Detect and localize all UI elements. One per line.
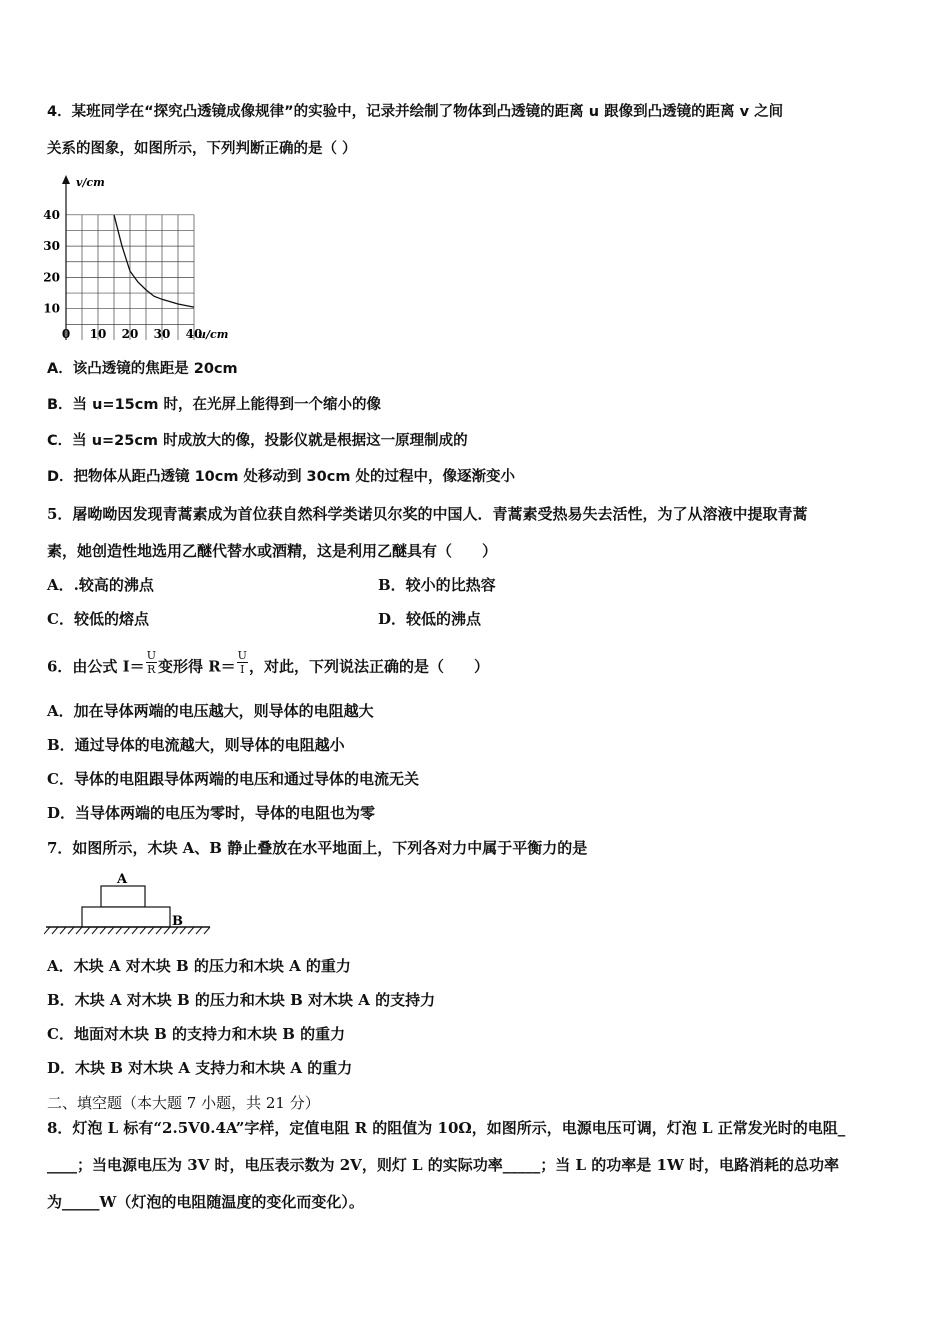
x-tick-label: 30 — [153, 327, 171, 341]
q5-stem-line2: 素，她创造性地选用乙醚代替水或酒精，这是利用乙醚具有（ ） — [47, 542, 498, 560]
q8-line3: 为_____W（灯泡的电阻随温度的变化而变化）。 — [47, 1193, 364, 1211]
y-axis-arrow — [62, 175, 70, 184]
q5-stem-line1: 5．屠呦呦因发现青蒿素成为首位获自然科学类诺贝尔奖的中国人．青蒿素受热易失去活性，为了从溶液中提取青蒿 — [47, 505, 808, 523]
y-tick-label: 30 — [43, 239, 60, 254]
chart-grid — [66, 215, 194, 340]
q7-stem: 7．如图所示，木块 A、B 静止叠放在水平地面上，下列各对力中属于平衡力的是 — [47, 839, 588, 857]
hatch-mark — [108, 927, 114, 934]
q7-option-d[interactable]: D．木块 B 对木块 A 支持力和木块 A 的重力 — [47, 1059, 353, 1077]
y-tick-label: 40 — [43, 207, 60, 222]
q7-option-a[interactable]: A．木块 A 对木块 B 的压力和木块 A 的重力 — [47, 957, 351, 975]
y-axis-label: v/cm — [76, 176, 105, 189]
q4-stem-line2: 关系的图象，如图所示，下列判断正确的是（ ） — [47, 141, 357, 157]
q4-option-d[interactable]: D．把物体从距凸透镜 10cm 处移动到 30cm 处的过程中，像逐渐变小 — [47, 469, 515, 485]
hatch-mark — [124, 927, 130, 934]
x-axis-label: u/cm — [198, 328, 229, 341]
x-tick-label: 10 — [89, 327, 107, 341]
hatch-mark — [52, 927, 58, 934]
q6-stem — [47, 649, 489, 680]
hatch-mark — [68, 927, 74, 934]
hatch-mark — [188, 927, 194, 934]
ground-hatch — [44, 927, 210, 934]
hatch-mark — [204, 927, 210, 934]
q6-suffix: ，对此，下列说法正确的是（ ） — [248, 657, 489, 676]
block-a — [101, 886, 145, 907]
hatch-mark — [132, 927, 138, 934]
hatch-mark — [92, 927, 98, 934]
block-b-label: B — [172, 914, 183, 929]
q7-blocks-diagram — [44, 868, 214, 938]
fraction-u-over-i: $\frac{U}{I}$ — [237, 649, 247, 676]
q6-middle: 变形得 R＝ — [157, 657, 236, 676]
hatch-mark — [140, 927, 146, 934]
q5-option-b[interactable]: B．较小的比热容 — [378, 576, 496, 594]
hatch-mark — [60, 927, 66, 934]
y-tick-labels — [43, 208, 60, 316]
q6-prefix: 6．由公式 I＝ — [47, 657, 145, 676]
q5-option-c[interactable]: C．较低的熔点 — [47, 610, 149, 628]
y-tick-label: 20 — [43, 270, 60, 285]
q8-line2: ____；当电源电压为 3V 时，电压表示数为 2V，则灯 L 的实际功率_____；当 L 的功率是 1W 时，电路消耗的总功率 — [47, 1156, 840, 1174]
section-heading: 二、填空题（本大题 7 小题，共 21 分） — [47, 1094, 320, 1112]
x-tick-labels — [62, 327, 203, 341]
x-tick-label: 40 — [185, 327, 203, 341]
q4-option-a[interactable]: A．该凸透镜的焦距是 20cm — [47, 361, 238, 377]
fraction-u-over-r: $\frac{U}{R}$ — [146, 649, 156, 676]
q5-option-a[interactable]: A．.较高的沸点 — [47, 576, 154, 594]
hatch-mark — [196, 927, 202, 934]
x-tick-label: 0 — [61, 327, 71, 341]
block-b — [82, 907, 170, 927]
q4-option-b[interactable]: B．当 u=15cm 时，在光屏上能得到一个缩小的像 — [47, 397, 382, 413]
hatch-mark — [44, 927, 50, 934]
q6-option-d[interactable]: D．当导体两端的电压为零时，导体的电阻也为零 — [47, 804, 376, 822]
q7-option-c[interactable]: C．地面对木块 B 的支持力和木块 B 的重力 — [47, 1025, 346, 1043]
hatch-mark — [156, 927, 162, 934]
q6-option-b[interactable]: B．通过导体的电流越大，则导体的电阻越小 — [47, 736, 345, 754]
q6-option-c[interactable]: C．导体的电阻跟导体两端的电压和通过导体的电流无关 — [47, 770, 419, 788]
q8-line1: 8．灯泡 L 标有“2.5V0.4A”字样，定值电阻 R 的阻值为 10Ω，如图所示，电源电压可调，灯泡 L 正常发光时的电阻_ — [47, 1119, 846, 1137]
hatch-mark — [148, 927, 154, 934]
q7-option-b[interactable]: B．木块 A 对木块 B 的压力和木块 B 对木块 A 的支持力 — [47, 991, 436, 1009]
x-tick-label: 20 — [121, 327, 139, 341]
y-tick-label: 10 — [43, 301, 60, 316]
hatch-mark — [76, 927, 82, 934]
q4-stem-line1: 4．某班同学在“探究凸透镜成像规律”的实验中，记录并绘制了物体到凸透镜的距离 u 跟像到凸透镜的距离 v 之间 — [47, 104, 784, 120]
hatch-mark — [100, 927, 106, 934]
q4-chart — [40, 172, 240, 342]
q4-option-c[interactable]: C．当 u=25cm 时成放大的像，投影仪就是根据这一原理制成的 — [47, 433, 468, 449]
q6-option-a[interactable]: A．加在导体两端的电压越大，则导体的电阻越大 — [47, 702, 374, 720]
hatch-mark — [84, 927, 90, 934]
chart-axes — [62, 175, 70, 340]
q5-option-d[interactable]: D．较低的沸点 — [378, 610, 482, 628]
block-a-label: A — [117, 872, 128, 887]
hatch-mark — [164, 927, 170, 934]
hatch-mark — [116, 927, 122, 934]
